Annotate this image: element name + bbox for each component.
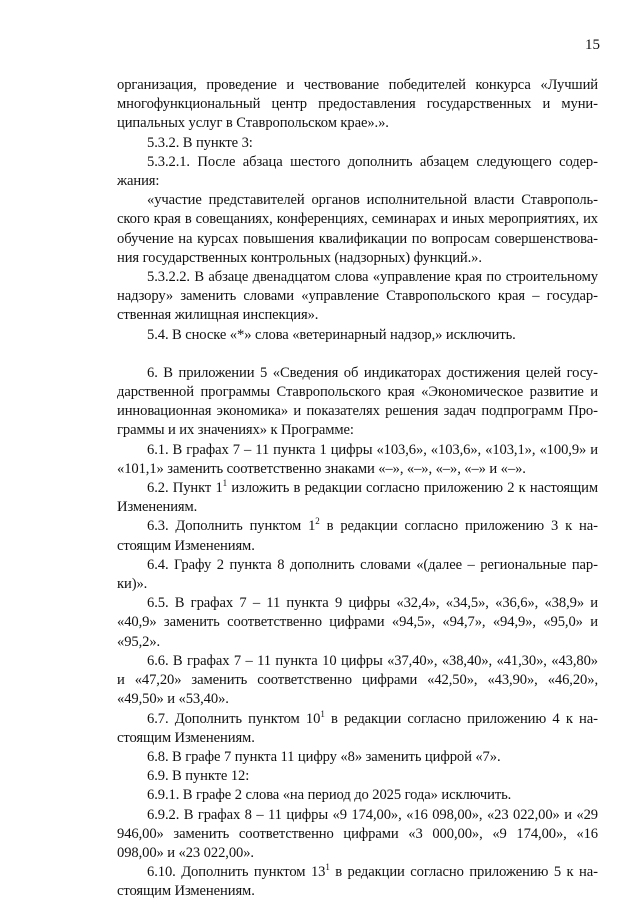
paragraph-text-start: 6.2. Пункт 1 (147, 480, 223, 497)
paragraph-p14 (117, 710, 598, 748)
paragraph-p3: 5.3.2.1. После абзаца шестого дополнить абзацем следующего содержания: (117, 153, 598, 190)
paragraph-p16: 6.9. В пункте 12: (147, 768, 250, 785)
paragraph-p19 (117, 863, 598, 901)
paragraph-p5: 5.3.2.2. В абзаце двенадцатом слова «управление края по строительному надзору» заменить словами «управление Ставропольского края – государственная жилищная инспекция». (117, 269, 598, 324)
paragraph-p10 (117, 517, 598, 555)
paragraph-p9 (117, 479, 598, 517)
paragraph-text-end: в редакции согласно приложению 3 к настоящим Изменениям. (117, 518, 598, 554)
superscript-index: 2 (315, 516, 320, 527)
superscript-index: 1 (222, 478, 228, 489)
paragraph-p7: 6. В приложении 5 «Сведения об индикаторах достижения целей государственной программы Ставропольского края «Экономическое развитие и инновационная экономика» и показателях решения задач подпрограмм Программы и их значениях» к Программе: (117, 364, 598, 439)
paragraph-text-start: 6.7. Дополнить пунктом 10 (147, 710, 321, 727)
superscript-index: 1 (320, 708, 325, 719)
paragraph-text-end: в редакции согласно приложению 5 к настоящим Изменениям. (117, 864, 598, 900)
paragraph-p4: «участие представителей органов исполнительной власти Ставропольского края в совещаниях, конференциях, семинарах и иных мероприятиях, их обучение на курсах повышения квалификации по вопросам совершенствования государственных контрольных (надзорных) функций.». (117, 192, 598, 266)
paragraph-p6: 5.4. В сноске «*» слова «ветеринарный надзор,» исключить. (147, 326, 516, 343)
paragraph-p1: организация, проведение и чествование победителей конкурса «Лучший многофункциональный центр предоставления государственных и муниципальных услуг в Ставропольском крае».». (117, 77, 598, 132)
paragraph-gap (117, 345, 598, 364)
paragraph-text-start: 6.3. Дополнить пунктом 1 (147, 518, 316, 535)
paragraph-text-start: 6.10. Дополнить пунктом 13 (147, 864, 326, 881)
paragraph-text-end: в редакции согласно приложению 4 к настоящим Изменениям. (117, 710, 598, 746)
paragraph-p17: 6.9.1. В графе 2 слова «на период до 2025 года» исключить. (147, 787, 512, 804)
paragraph-p18: 6.9.2. В графах 8 – 11 цифры «9 174,00», «16 098,00», «23 022,00» и «29 946,00» заменить соответственно цифрами «3 000,00», «9 174,00», «16 098,00» и «23 022,00». (117, 806, 598, 861)
superscript-index: 1 (325, 862, 330, 873)
page-number: 15 (585, 37, 600, 53)
paragraph-p8: 6.1. В графах 7 – 11 пункта 1 цифры «103,6», «103,6», «103,1», «100,9» и «101,1» заменить соответственно знаками «–», «–», «–», «–» и «–». (117, 441, 598, 477)
paragraph-p15: 6.8. В графе 7 пункта 11 цифру «8» заменить цифрой «7». (147, 748, 501, 765)
document-body (117, 76, 598, 902)
paragraph-p2: 5.3.2. В пункте 3: (147, 134, 253, 151)
paragraph-text-end: изложить в редакции согласно приложению 2 к настоящим Изменениям. (117, 480, 598, 516)
paragraph-p11: 6.4. Графу 2 пункта 8 дополнить словами «(далее – региональные парки)». (117, 556, 598, 593)
paragraph-p13: 6.6. В графах 7 – 11 пункта 10 цифры «37,40», «38,40», «41,30», «43,80» и «47,20» заменить соответственно цифрами «42,50», «43,90», «46,20», «49,50» и «53,40». (117, 652, 598, 708)
paragraph-p12: 6.5. В графах 7 – 11 пункта 9 цифры «32,4», «34,5», «36,6», «38,9» и «40,9» заменить соответственно цифрами «94,5», «94,7», «94,9», «95,0» и «95,2». (117, 595, 598, 650)
